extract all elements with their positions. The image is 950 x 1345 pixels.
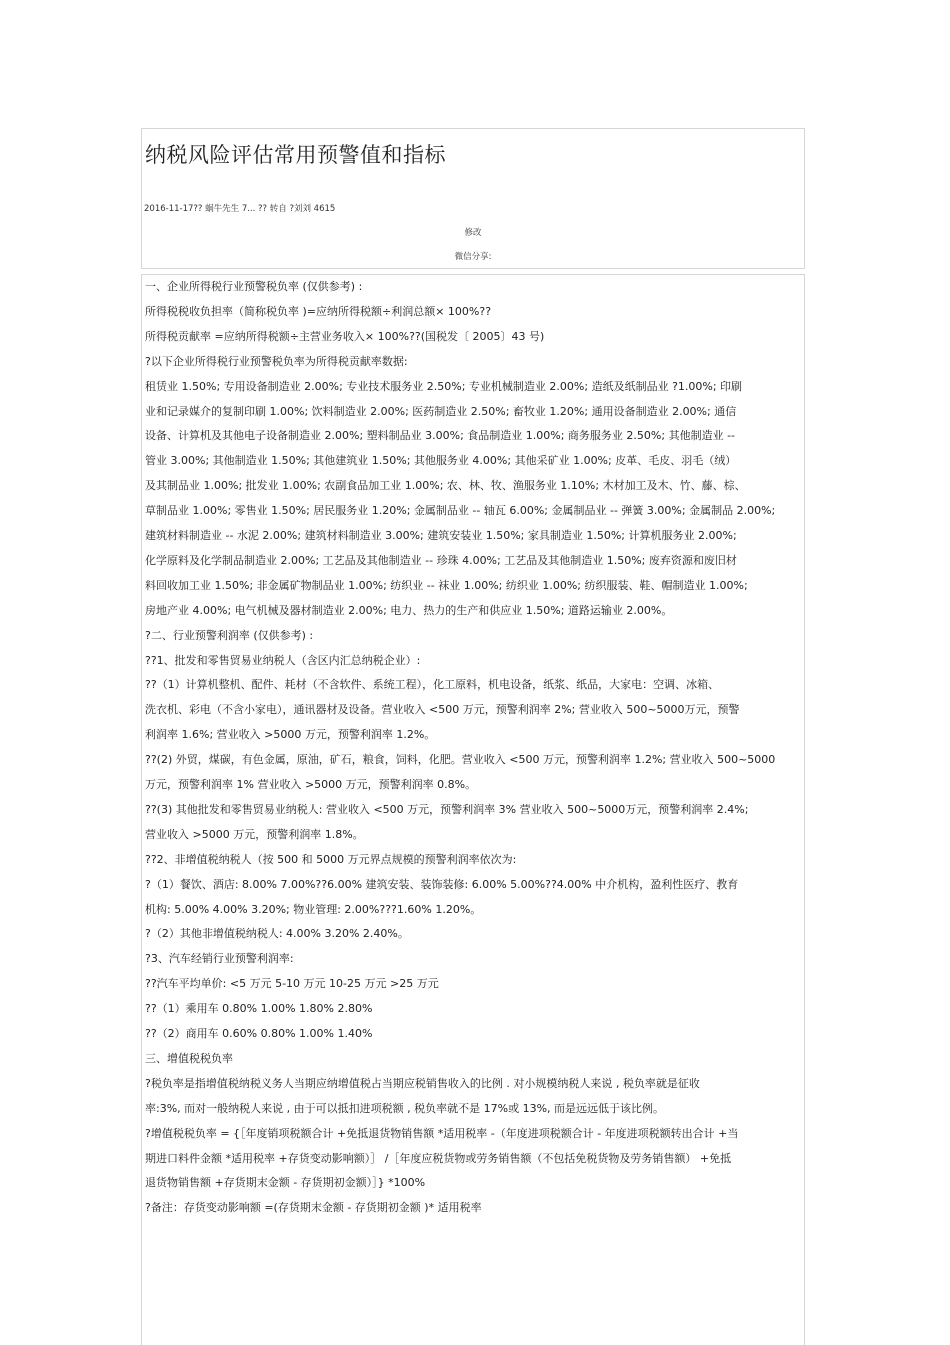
body-line: 化学原料及化学制品制造业 2.00%; 工艺品及其他制造业 -- 珍珠 4.00%; 工艺品及其他制造业 1.50%; 废弃资源和废旧材 — [145, 553, 737, 567]
article-meta: 2016-11-17?? 蜗牛先生 7... ?? 转自 ?刘刘 4615 — [144, 204, 336, 214]
body-line: ??（1）乘用车 0.80% 1.00% 1.80% 2.80% — [145, 1002, 373, 1016]
body-line: 一、企业所得税行业预警税负率 (仅供参考) : — [145, 280, 363, 293]
body-line: 及其制品业 1.00%; 批发业 1.00%; 农副食品加工业 1.00%; 农、林、牧、渔服务业 1.10%; 木材加工及木、竹、藤、棕、 — [145, 479, 746, 493]
body-line: 万元，预警利润率 1% 营业收入 >5000 万元，预警利润率 0.8%。 — [145, 778, 477, 791]
body-line: ?税负率是指增值税纳税义务人当期应纳增值税占当期应税销售收入的比例 . 对小规模纳税人来说 , 税负率就是征收 — [145, 1076, 700, 1090]
body-line: ??1、批发和零售贸易业纳税人（含区内汇总纳税企业）: — [145, 653, 421, 667]
body-line: ??汽车平均单价: <5 万元 5-10 万元 10-25 万元 >25 万元 — [145, 977, 439, 991]
body-line: ??2、非增值税纳税人（按 500 和 5000 万元界点规模的预警利润率依次为: — [145, 852, 517, 866]
body-line: ?备注：存货变动影响额 =(存货期末金额 - 存货期初金额 )* 适用税率 — [145, 1201, 482, 1215]
body-line: ?3、汽车经销行业预警利润率: — [145, 952, 294, 966]
body-line: ??(2) 外贸，煤碳，有色金属，原油，矿石，粮食，饲料，化肥。营业收入 <500 万元，预警利润率 1.2%; 营业收入 500~5000 — [145, 753, 776, 767]
body-line: ?二、行业预警利润率 (仅供参考) : — [145, 628, 314, 642]
body-line: 营业收入 >5000 万元，预警利润率 1.8%。 — [145, 827, 364, 841]
body-line: 退货物销售额 +存货期末金额 - 存货期初金额）］} *100% — [145, 1176, 426, 1190]
body-line: ?以下企业所得税行业预警税负率为所得税贡献率数据: — [145, 354, 408, 368]
body-line: ??（2）商用车 0.60% 0.80% 1.00% 1.40% — [145, 1027, 373, 1040]
body-line: ??(3) 其他批发和零售贸易业纳税人: 营业收入 <500 万元，预警利润率 3% 营业收入 500~5000万元，预警利润率 2.4%; — [145, 802, 749, 816]
article-header — [141, 128, 805, 269]
body-line: 所得税税收负担率（简称税负率 )=应纳所得税额÷利润总额× 100%?? — [145, 304, 492, 318]
wechat-share-label[interactable]: 微信分享: — [454, 252, 492, 262]
body-line: 期进口料件金额 *适用税率 +存货变动影响额）］ /［年度应税货物或劳务销售额（不包括免税货物及劳务销售额） +免抵 — [145, 1151, 732, 1165]
body-line: ?增值税税负率 = {［年度销项税额合计 +免抵退货物销售额 *适用税率 -（年度进项税额合计 - 年度进项税额转出合计 +当 — [145, 1126, 739, 1140]
body-line: 利润率 1.6%; 营业收入 >5000 万元，预警利润率 1.2%。 — [145, 728, 436, 742]
body-line: 管业 3.00%; 其他制造业 1.50%; 其他建筑业 1.50%; 其他服务业 4.00%; 其他采矿业 1.00%; 皮革、毛皮、羽毛（绒） — [145, 454, 737, 468]
body-line: 料回收加工业 1.50%; 非金属矿物制品业 1.00%; 纺织业 -- 袜业 1.00%; 纺织业 1.00%; 纺织服装、鞋、帽制造业 1.00%; — [145, 578, 748, 592]
article-body — [141, 274, 805, 1345]
body-line: ?（2）其他非增值税纳税人: 4.00% 3.20% 2.40%。 — [145, 927, 409, 941]
body-line: 草制品业 1.00%; 零售业 1.50%; 居民服务业 1.20%; 金属制品业 -- 轴瓦 6.00%; 金属制品业 -- 弹簧 3.00%; 金属制品 2.00%; — [145, 504, 776, 518]
body-line: 洗衣机、彩电（不含小家电），通讯器材及设备。营业收入 <500 万元，预警利润率 2%; 营业收入 500~5000万元，预警 — [145, 703, 740, 717]
page-title: 纳税风险评估常用预警值和指标 — [145, 143, 446, 167]
body-line: 租赁业 1.50%; 专用设备制造业 2.00%; 专业技术服务业 2.50%; 专业机械制造业 2.00%; 造纸及纸制品业 ?1.00%; 印刷 — [145, 379, 743, 393]
body-line: ?（1）餐饮、酒店: 8.00% 7.00%??6.00% 建筑安装、装饰装修: 6.00% 5.00%??4.00% 中介机构，盈利性医疗、教育 — [145, 877, 739, 891]
body-line: 设备、计算机及其他电子设备制造业 2.00%; 塑料制品业 3.00%; 食品制造业 1.00%; 商务服务业 2.50%; 其他制造业 -- — [145, 429, 736, 443]
body-line: 房地产业 4.00%; 电气机械及器材制造业 2.00%; 电力、热力的生产和供应业 1.50%; 道路运输业 2.00%。 — [145, 603, 673, 617]
body-line: 机构: 5.00% 4.00% 3.20%; 物业管理: 2.00%???1.60% 1.20%。 — [145, 902, 482, 916]
body-line: 率:3%, 而对一般纳税人来说 , 由于可以抵扣进项税额 , 税负率就不是 17%或 13%, 而是远远低于该比例。 — [145, 1101, 665, 1115]
body-line: 所得税贡献率 =应纳所得税额÷主营业务收入× 100%??(国税发〔 2005〕43 号) — [145, 329, 545, 343]
body-line: 业和记录媒介的复制印刷 1.00%; 饮料制造业 2.00%; 医药制造业 2.50%; 畜牧业 1.20%; 通用设备制造业 2.00%; 通信 — [145, 404, 737, 418]
body-line: ??（1）计算机整机、配件、耗材（不含软件、系统工程），化工原料，机电设备，纸浆、纸品，大家电：空调、冰箱、 — [145, 678, 720, 692]
body-line: 三、增值税税负率 — [145, 1051, 233, 1065]
body-line: 建筑材料制造业 -- 水泥 2.00%; 建筑材料制造业 3.00%; 建筑安装业 1.50%; 家具制造业 1.50%; 计算机服务业 2.00%; — [145, 529, 737, 542]
edit-link[interactable]: 修改 — [464, 228, 482, 238]
